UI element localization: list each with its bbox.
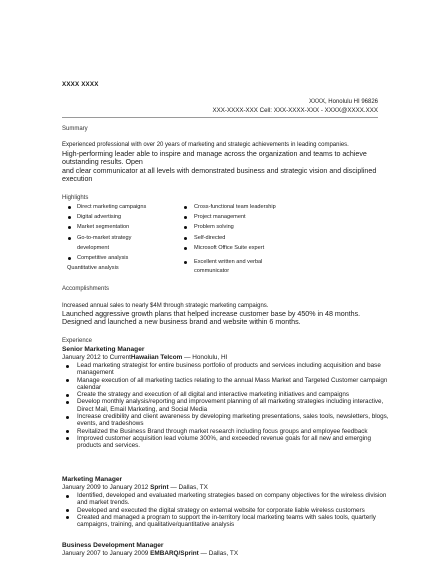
list-item: Develop monthly analysis/reporting and improvement planning of all marketing strategies including interactive, Direct Mail, Email Marketing, and Social Media	[62, 398, 392, 413]
accomplishments-heading: Accomplishments	[62, 286, 110, 292]
list-item: Revitalized the Business Brand through market research including focus groups and employee feedback	[62, 428, 392, 435]
list-item: Lead marketing strategist for entire business portfolio of products and services including acquisition and base management	[62, 362, 392, 377]
dash: —	[184, 354, 191, 361]
summary-line-5: execution	[62, 175, 93, 183]
list-item: Developed and executed the digital strategy on external website for corporate liable wireless customers	[62, 507, 392, 514]
highlight-item: Cross-functional team leadership	[194, 204, 276, 210]
job-title: Business Development Manager	[62, 542, 164, 549]
job-meta	[62, 484, 208, 491]
bullet-icon	[184, 206, 187, 209]
summary-line-1: Experienced professional with over 20 years of marketing and strategic achievements in leading companies.	[62, 142, 349, 148]
job-title: Senior Marketing Manager	[62, 346, 145, 353]
highlight-item: Market segmentation	[77, 224, 130, 230]
header-divider	[62, 117, 378, 118]
job-location: Dallas, TX	[178, 484, 208, 491]
accomplishment-line-1: Increased annual sales to nearly $4M through strategic marketing campaigns.	[62, 303, 269, 309]
highlight-item: Microsoft Office Suite expert	[194, 245, 265, 251]
list-item: Improved customer acquisition lead volume 300%, and exceeded revenue goals for all new and emerging products and services.	[62, 435, 392, 450]
bullet-icon	[184, 216, 187, 219]
highlight-item: Direct marketing campaigns	[77, 204, 147, 210]
job-meta	[62, 550, 238, 557]
summary-line-3: outstanding results. Open	[62, 158, 143, 166]
candidate-name: XXXX XXXX	[62, 81, 99, 88]
bullet-icon	[184, 237, 187, 240]
job-location: Honolulu, HI	[192, 354, 228, 361]
job-dates: January 2007 to January 2009	[62, 550, 149, 557]
contact-line: XXX-XXXX-XXX Cell: XXX-XXXX-XXX - XXXX@XXXX.XXX	[212, 107, 378, 114]
list-item: Identified, developed and evaluated marketing strategies based on company objectives for the wireless division and market trends.	[62, 492, 392, 507]
bullet-icon	[184, 261, 187, 264]
highlight-item: Go-to-market strategy	[77, 235, 132, 241]
bullet-icon	[184, 247, 187, 250]
accomplishment-line-2: Launched aggressive growth plans that helped increase customer base by 450% in 48 months.	[62, 310, 361, 318]
dash: —	[200, 550, 207, 557]
address-line: XXXX, Honolulu HI 96826	[308, 99, 378, 105]
job-duties-list	[62, 362, 392, 450]
highlight-item: Project management	[194, 214, 246, 220]
highlight-item: Self-directed	[194, 235, 226, 241]
highlight-item-continued: communicator	[194, 268, 230, 274]
highlight-item: Digital advertising	[77, 214, 122, 220]
bullet-icon	[68, 216, 71, 219]
list-item: Increase credibility and client awareness by developing marketing presentations, sales tools, newsletters, blogs, events, and tradeshows	[62, 413, 392, 428]
job-title: Marketing Manager	[62, 476, 123, 483]
highlight-item: Problem solving	[194, 224, 234, 230]
job-company: Sprint	[150, 484, 169, 491]
job-duties-list	[62, 492, 392, 528]
job-location: Dallas, TX	[208, 550, 239, 557]
summary-line-2: High-performing leader able to inspire and manage across the organization and teams to achieve	[62, 150, 367, 158]
highlight-item: Competitive analysis	[77, 255, 129, 261]
bullet-icon	[68, 257, 71, 260]
experience-heading: Experience	[62, 338, 93, 344]
bullet-icon	[68, 237, 71, 240]
highlight-item: Excellent written and verbal	[194, 259, 263, 265]
job-dates: January 2009 to January 2012	[62, 484, 149, 491]
list-item: Created and managed a program to support the in-territory local marketing teams with sales tools, quarterly campaigns, training, and qualitative/quantitative analysis	[62, 514, 392, 529]
accomplishment-line-3: Designed and launched a new business brand and website within 6 months.	[62, 318, 301, 326]
list-item: Manage execution of all marketing tactics relating to the annual Mass Market and Targeted Customer campaign calendar	[62, 377, 392, 392]
bullet-icon	[68, 206, 71, 209]
bullet-icon	[68, 226, 71, 229]
bullet-icon	[184, 226, 187, 229]
dash: —	[170, 484, 177, 491]
list-item: Create the strategy and execution of all digital and interactive marketing initiatives and campaigns	[62, 391, 392, 398]
job-meta	[62, 354, 227, 361]
summary-line-4: and clear communicator at all levels with demonstrated business and strategic vision and disciplined	[62, 167, 377, 175]
highlight-item: Quantitative analysis	[67, 265, 119, 271]
job-dates: January 2012 to Current	[62, 354, 131, 361]
highlight-item-continued: development	[77, 245, 110, 251]
summary-heading: Summary	[62, 126, 88, 132]
job-company: EMBARQ/Sprint	[150, 550, 199, 557]
job-company: Hawaiian Telcom	[130, 354, 183, 361]
highlights-heading: Highlights	[62, 195, 89, 201]
